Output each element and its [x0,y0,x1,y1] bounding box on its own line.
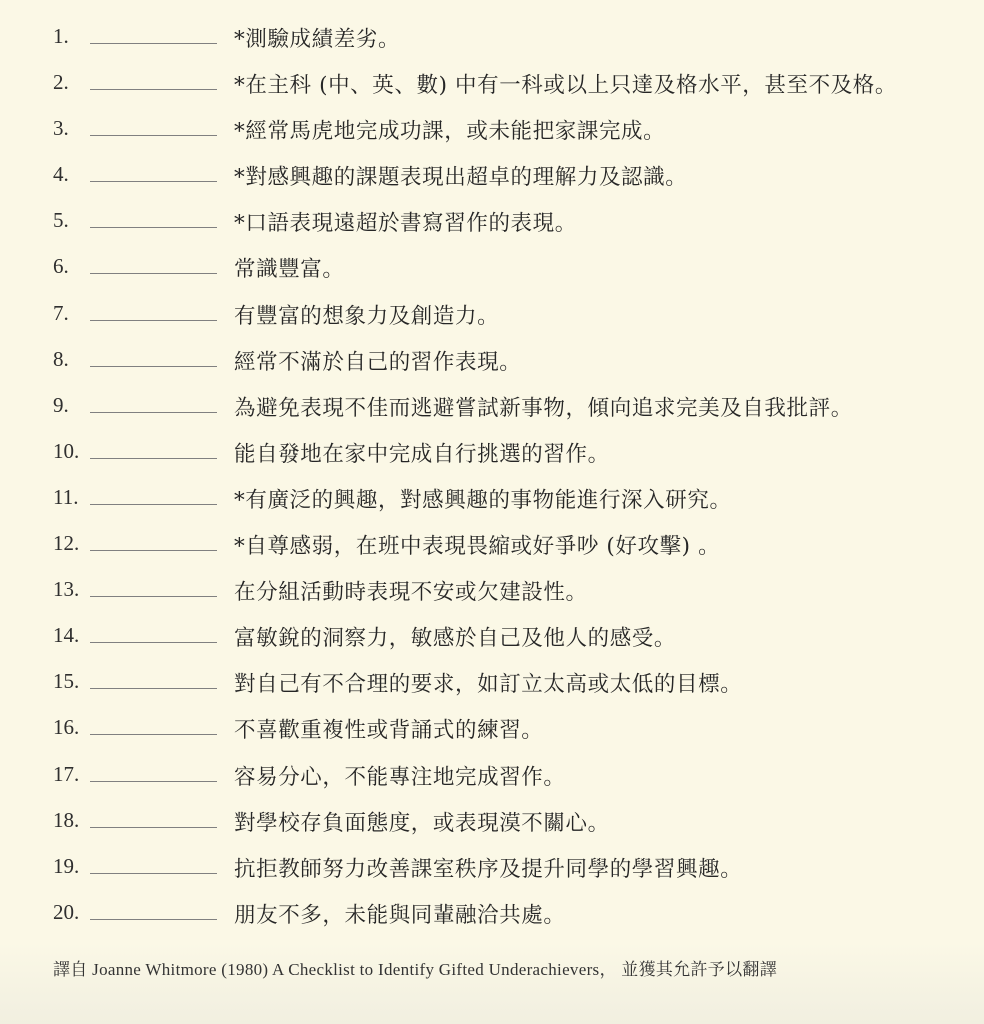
checklist-item [0,567,984,613]
checklist-item [0,244,984,290]
checklist-item [0,475,984,521]
checklist-item [0,106,984,152]
answer-blank-line[interactable] [90,504,217,505]
item-number: 16. [53,715,80,740]
checklist-item [0,198,984,244]
checklist-item [0,337,984,383]
item-text: 有豐富的想象力及創造力。 [234,303,500,329]
item-number: 5. [53,208,69,233]
item-text: 對自己有不合理的要求，如訂立太高或太低的目標。 [234,672,743,698]
item-text: 對學校存負面態度，或表現漠不關心。 [234,810,610,836]
item-text: 容易分心，不能專注地完成習作。 [234,764,566,790]
item-number: 18. [53,807,80,832]
answer-blank-line[interactable] [90,873,217,874]
answer-blank-line[interactable] [90,458,217,459]
checklist-item [0,152,984,198]
item-text: *有廣泛的興趣，對感興趣的事物能進行深入研究。 [234,487,732,513]
item-number: 8. [53,346,69,371]
item-text: *測驗成績差劣。 [234,27,401,52]
item-number: 2. [53,70,69,95]
answer-blank-line[interactable] [90,827,217,828]
answer-blank-line[interactable] [90,366,217,367]
answer-blank-line[interactable] [90,596,217,597]
item-text: 常識豐富。 [234,257,345,283]
item-number: 12. [53,531,80,556]
answer-blank-line[interactable] [90,412,217,413]
item-text: 經常不滿於自己的習作表現。 [234,349,522,375]
checklist-item [0,890,984,936]
item-text: 能自發地在家中完成自行挑選的習作。 [234,441,610,467]
answer-blank-line[interactable] [90,181,217,182]
answer-blank-line[interactable] [90,320,217,321]
item-text: *口語表現遠超於書寫習作的表現。 [234,211,577,237]
item-text: 富敏銳的洞察力，敏感於自己及他人的感受。 [234,626,677,652]
answer-blank-line[interactable] [90,227,217,228]
item-number: 20. [53,899,80,924]
item-number: 6. [53,254,69,279]
item-number: 13. [53,577,80,602]
item-text: *自尊感弱，在班中表現畏縮或好爭吵 (好攻擊) 。 [234,534,721,560]
item-text: 朋友不多，未能與同輩融洽共處。 [234,902,566,928]
checklist-item [0,613,984,659]
checklist-item [0,521,984,567]
checklist-item [0,14,984,60]
answer-blank-line[interactable] [90,688,217,689]
item-number: 15. [53,669,80,694]
answer-blank-line[interactable] [90,781,217,782]
item-number: 9. [53,392,69,417]
checklist-item [0,60,984,106]
source-citation: 譯自 Joanne Whitmore (1980) A Checklist to Identify Gifted Underachievers， 並獲其允許予以翻譯 [53,960,777,979]
item-text: 抗拒教師努力改善課室秩序及提升同學的學習興趣。 [234,856,743,882]
answer-blank-line[interactable] [90,919,217,920]
item-number: 4. [53,162,69,187]
checklist-item [0,291,984,337]
answer-blank-line[interactable] [90,89,217,90]
item-number: 14. [53,623,80,648]
checklist-item [0,383,984,429]
item-text: 不喜歡重複性或背誦式的練習。 [234,718,544,744]
item-text: 為避免表現不佳而逃避嘗試新事物，傾向追求完美及自我批評。 [234,395,853,421]
item-number: 7. [53,300,69,325]
answer-blank-line[interactable] [90,135,217,136]
checklist-item [0,798,984,844]
item-text: *經常馬虎地完成功課，或未能把家課完成。 [234,119,666,145]
answer-blank-line[interactable] [90,734,217,735]
answer-blank-line[interactable] [90,273,217,274]
item-text: *對感興趣的課題表現出超卓的理解力及認識。 [234,165,688,191]
checklist-item [0,659,984,705]
item-number: 19. [53,853,80,878]
item-number: 17. [53,761,80,786]
item-text: *在主科 (中、英、數) 中有一科或以上只達及格水平，甚至不及格。 [234,73,897,99]
item-number: 10. [53,438,80,463]
checklist-item [0,429,984,475]
item-number: 1. [53,24,69,48]
answer-blank-line[interactable] [90,550,217,551]
answer-blank-line[interactable] [90,43,217,44]
checklist-item [0,752,984,798]
checklist-item [0,844,984,890]
item-number: 3. [53,116,69,141]
answer-blank-line[interactable] [90,642,217,643]
underachiever-checklist [0,14,984,936]
checklist-item [0,705,984,751]
item-number: 11. [53,484,79,509]
item-text: 在分組活動時表現不安或欠建設性。 [234,580,588,606]
